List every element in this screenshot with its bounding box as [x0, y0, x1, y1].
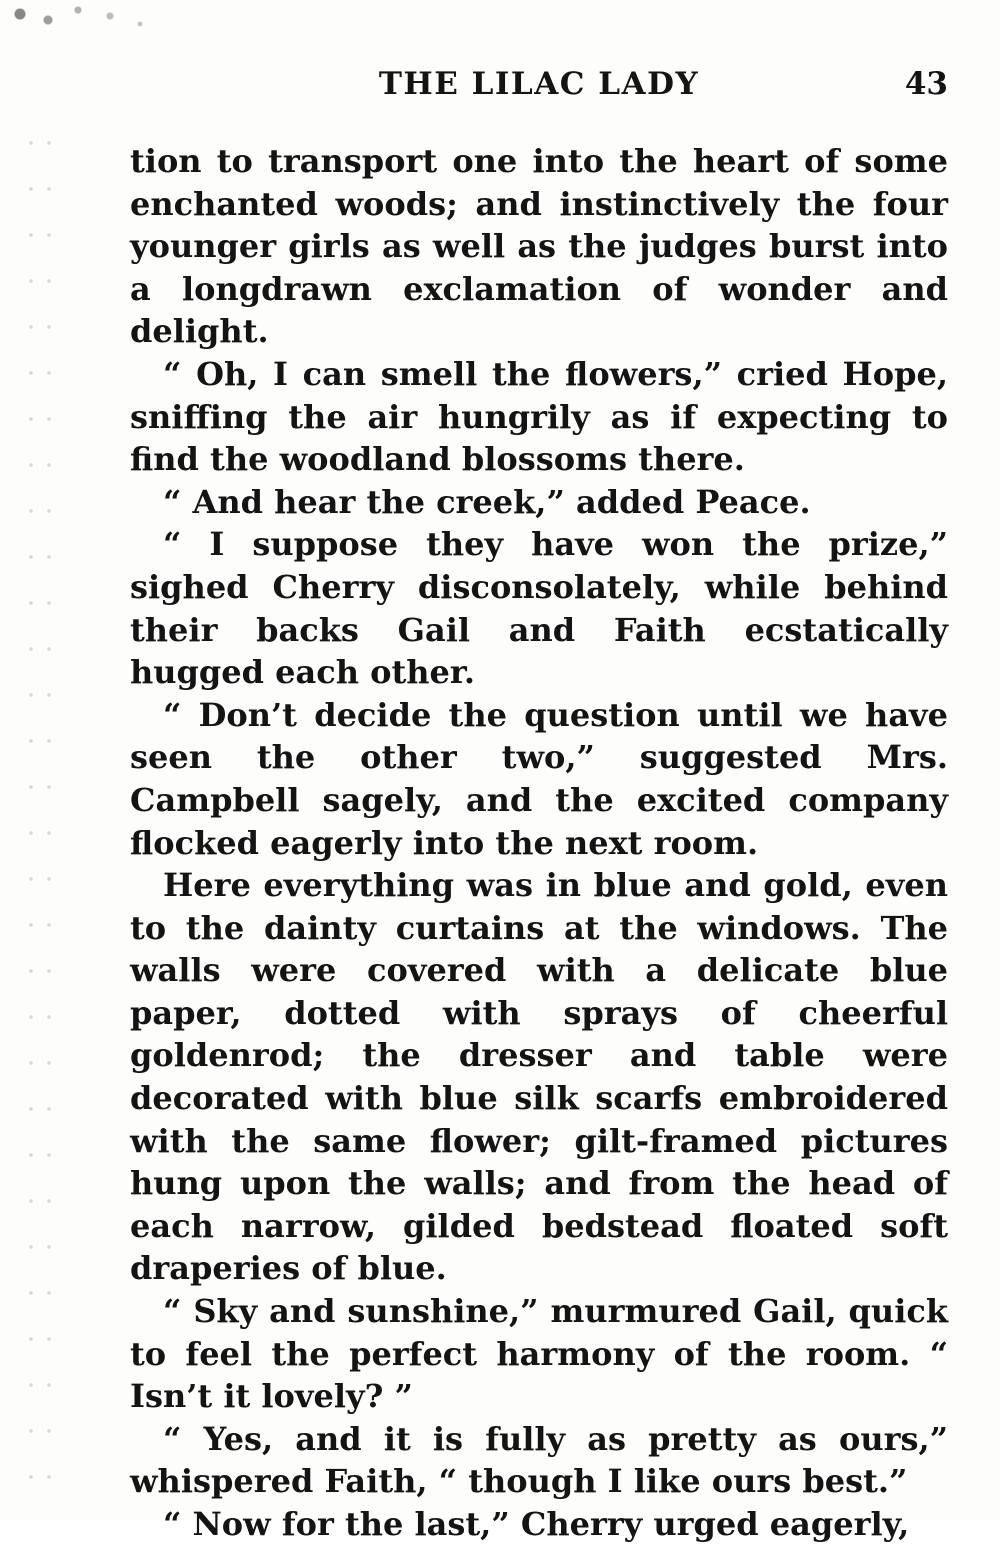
- paragraph: Here everything was in blue and gold, even to the dainty curtains at the windows. The walls were covered with a delicate blue paper, dotted with sprays of cheerful goldenrod; the dresser and table were decorated with blue silk scarfs embroidered with the same flower; gilt-framed pictures hung upon the walls; and from the head of each narrow, gilded bedstead floated soft draperies of blue.: [130, 866, 948, 1288]
- paragraph-continued: tion to transport one into the heart of some enchanted woods; and instinctively the four younger girls as well as the judges burst into a longdrawn exclamation of wonder and delight.: [130, 142, 948, 351]
- paragraph: “ Now for the last,” Cherry urged eagerly,: [163, 1505, 910, 1543]
- paragraph: “ Yes, and it is fully as pretty as ours,” whispered Faith, “ though I like ours best.”: [130, 1419, 948, 1501]
- paragraph: “ I suppose they have won the prize,” sighed Cherry disconsolately, while behind their backs Gail and Faith ecstatically hugged each other.: [130, 525, 948, 692]
- body-text: [130, 140, 948, 1546]
- margin-specks: [22, 120, 62, 1500]
- scan-artifact: [0, 0, 170, 60]
- paragraph: “ Oh, I can smell the flowers,” cried Hope, sniffing the air hungrily as if expecting to find the woodland blossoms there.: [130, 354, 948, 479]
- paragraph: “ Don’t decide the question until we have seen the other two,” suggested Mrs. Campbell sagely, and the excited company flocked eagerly into the next room.: [130, 695, 948, 862]
- paragraph: “ Sky and sunshine,” murmured Gail, quick to feel the perfect harmony of the room. “ Isn’t it lovely? ”: [130, 1292, 948, 1416]
- running-title: THE LILAC LADY: [378, 66, 700, 102]
- running-header: [130, 66, 948, 106]
- page-number: 43: [904, 66, 948, 102]
- paragraph: “ And hear the creek,” added Peace.: [163, 482, 811, 521]
